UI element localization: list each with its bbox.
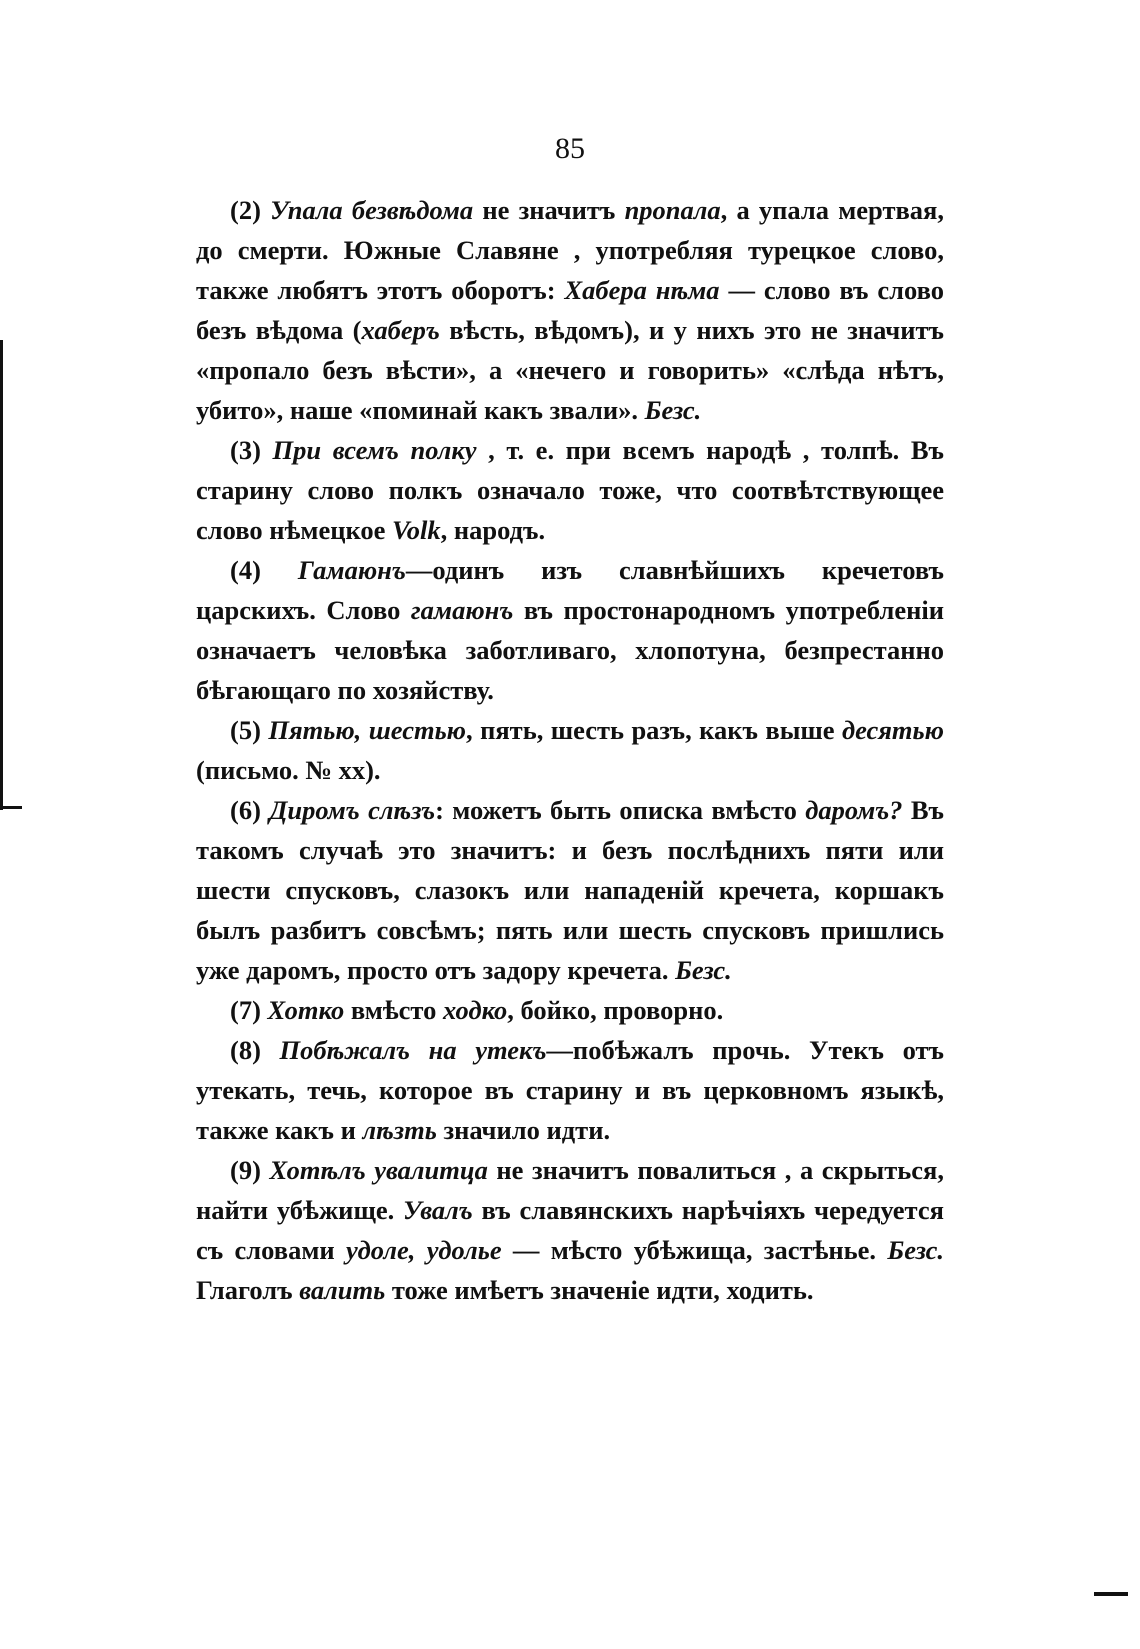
note-term: Увалъ bbox=[403, 1195, 473, 1225]
note-text: , т. е. при всемъ народѣ , толпѣ. Въ старину слово полкъ означало тоже, что соотвѣтствующее слово нѣмецкое bbox=[196, 435, 945, 545]
note-term: Упала безвѣдома bbox=[270, 195, 474, 225]
note-term: Хотко bbox=[267, 995, 345, 1025]
note-text: въ простонародномъ употребленіи означаетъ человѣка заботливаго, хлопотуна, безпрестанно бѣгающаго по хозяйству. bbox=[196, 595, 944, 705]
note-term: Гамаюнъ bbox=[297, 555, 406, 585]
footnote-4 bbox=[196, 550, 944, 710]
footnote-2 bbox=[196, 190, 944, 430]
note-text: (9) bbox=[230, 1155, 270, 1185]
note-text: вѣсть, вѣдомъ), и у нихъ это не значитъ «пропало безъ вѣсти», а «нечего и говорить» «слѣда нѣтъ, убито», наше «поминай какъ звали». bbox=[196, 315, 944, 425]
note-text: —одинъ изъ славнѣйшихъ кречетовъ царскихъ. Слово bbox=[196, 555, 944, 625]
note-term: валить bbox=[299, 1275, 386, 1305]
note-term: Хабера нѣма bbox=[564, 275, 720, 305]
footnote-3 bbox=[196, 430, 944, 550]
note-text: значило идти. bbox=[436, 1115, 611, 1145]
note-text: не значитъ повалиться , а скрыться, найти убѣжище. bbox=[196, 1155, 944, 1225]
note-text: , народъ. bbox=[440, 515, 546, 545]
footnotes-block bbox=[196, 190, 944, 1310]
note-text: (8) bbox=[230, 1035, 280, 1065]
note-source: Безс. bbox=[675, 955, 732, 985]
footnote-8 bbox=[196, 1030, 944, 1150]
note-text: (7) bbox=[230, 995, 268, 1025]
scan-edge-dash bbox=[1094, 1592, 1128, 1596]
note-text: (2) bbox=[230, 195, 271, 225]
scan-edge-line bbox=[0, 340, 3, 810]
note-text: (6) bbox=[230, 795, 270, 825]
note-term: При всемъ полку bbox=[272, 435, 477, 465]
note-term: Пятью, шестью bbox=[268, 715, 467, 745]
note-text: , бойко, проворно. bbox=[507, 995, 724, 1025]
footnote-5 bbox=[196, 710, 944, 790]
note-term: пропала bbox=[624, 195, 721, 225]
footnote-7 bbox=[196, 990, 944, 1030]
note-text: (5) bbox=[230, 715, 269, 745]
note-text: тоже имѣетъ значеніе идти, ходить. bbox=[385, 1275, 814, 1305]
note-text: (письмо. № xx). bbox=[196, 755, 381, 785]
note-text: Въ такомъ случаѣ это значитъ: и безъ послѣднихъ пяти или шести спусковъ, слазокъ или нападеній кречета, коршакъ былъ разбитъ совсѣмъ; пять или шесть спусковъ пришлись уже даромъ, просто отъ задору кречета. bbox=[196, 795, 945, 985]
note-term: хаберъ bbox=[361, 315, 440, 345]
note-term: ходко bbox=[442, 995, 508, 1025]
footnote-6 bbox=[196, 790, 944, 990]
note-text: —побѣжалъ прочь. Утекъ отъ утекать, течь, которое въ старину и въ церковномъ языкѣ, также какъ и bbox=[196, 1035, 944, 1145]
note-term: Volk bbox=[392, 515, 441, 545]
note-term: даромъ? bbox=[805, 795, 903, 825]
note-text: Глаголъ bbox=[196, 1275, 300, 1305]
note-text: не значитъ bbox=[473, 195, 625, 225]
note-text: : можетъ быть описка вмѣсто bbox=[435, 795, 806, 825]
note-text: , пять, шесть разъ, какъ выше bbox=[466, 715, 842, 745]
page-number: 85 bbox=[555, 132, 585, 165]
footnote-9 bbox=[196, 1150, 944, 1310]
note-term: Хотѣлъ увалитца bbox=[269, 1155, 488, 1185]
note-text: — мѣсто убѣжища, застѣнье. bbox=[501, 1235, 888, 1265]
note-text: — слово въ слово безъ вѣдома ( bbox=[196, 275, 944, 345]
note-source: Безс. bbox=[887, 1235, 944, 1265]
note-term: Диромъ слѣзъ bbox=[269, 795, 436, 825]
note-text: (4) bbox=[230, 555, 298, 585]
note-text: (3) bbox=[230, 435, 273, 465]
note-term: лѣзть bbox=[362, 1115, 437, 1145]
scan-edge-tick bbox=[0, 806, 22, 809]
note-source: Безс. bbox=[644, 395, 702, 425]
note-text: въ славянскихъ нарѣчіяхъ чередуется съ словами bbox=[196, 1195, 944, 1265]
note-term: десятью bbox=[841, 715, 944, 745]
note-term: Побѣжалъ на утекъ bbox=[279, 1035, 547, 1065]
note-text: , а упала мертвая, до смерти. Южные Славяне , употребляя турецкое слово, также любятъ этотъ оборотъ: bbox=[196, 195, 944, 305]
note-term: удоле, удолье bbox=[345, 1235, 502, 1265]
note-term: гамаюнъ bbox=[410, 595, 514, 625]
note-text: вмѣсто bbox=[344, 995, 443, 1025]
